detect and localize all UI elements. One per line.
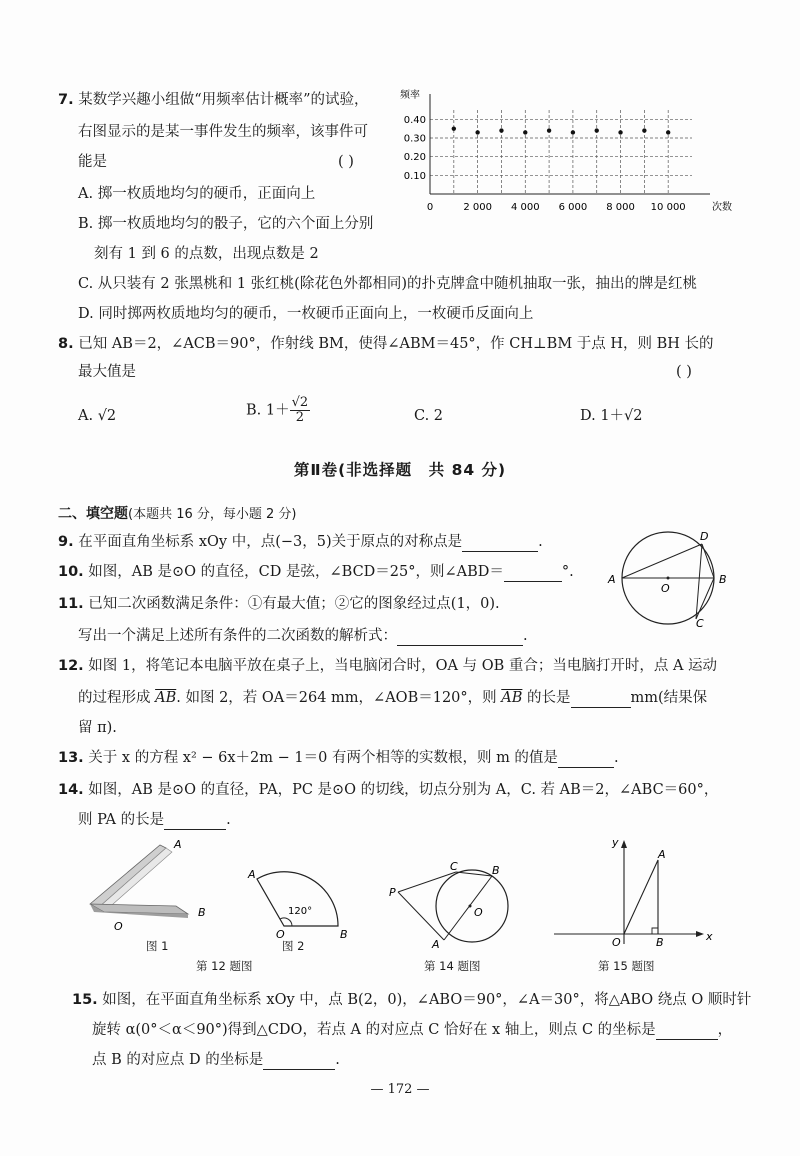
fig1-label-o: O xyxy=(114,920,123,933)
q7-line2: 右图显示的是某一事件发生的频率，该事件可 xyxy=(78,124,368,140)
q15-answer-blank-d[interactable] xyxy=(263,1053,335,1070)
q7-option-a: A. 掷一枚质地均匀的硬币，正面向上 xyxy=(78,186,316,202)
fig1-label-b: B xyxy=(198,906,206,919)
fig15-label-y: y xyxy=(612,836,619,849)
q12-figure-1-laptop xyxy=(80,836,220,936)
q15-line3: 点 B 的对应点 D 的坐标是 . xyxy=(92,1052,340,1068)
triangle-abo xyxy=(624,860,658,934)
q9: 9. 在平面直角坐标系 xOy 中，点(−3，5)关于原点的对称点是 . xyxy=(58,534,543,550)
q13: 13. 关于 x 的方程 x² − 6x＋2m − 1＝0 有两个相等的实数根，则 m 的值是 . xyxy=(58,750,619,766)
x-tick-label-3: 6 000 xyxy=(558,202,588,213)
q11-line2: 写出一个满足上述所有条件的二次函数的解析式： . xyxy=(78,628,528,644)
data-point-2 xyxy=(499,128,503,132)
q15-caption: 第 15 题图 xyxy=(598,959,655,973)
fig14-label-c: C xyxy=(450,860,458,873)
data-point-6 xyxy=(595,128,599,132)
q8-option-b: B. 1＋ $\frac{√2}{2}$ xyxy=(246,395,309,425)
data-point-5 xyxy=(571,130,575,134)
y-tick-label-2: 0.20 xyxy=(403,152,426,164)
data-point-7 xyxy=(618,130,622,134)
fig2-angle: 120° xyxy=(288,906,313,917)
fig14-label-o: O xyxy=(474,906,483,919)
y-axis-arrow xyxy=(621,840,627,848)
fig1-caption: 图 1 xyxy=(146,939,169,953)
fig2-label-o: O xyxy=(276,928,285,941)
x-axis-label: 次数 xyxy=(712,202,732,213)
q12-line3: 留 π). xyxy=(78,720,117,736)
q7-line1: 7. 某数学兴趣小组做“用频率估计概率”的试验， xyxy=(58,92,369,108)
fig1-label-a: A xyxy=(174,838,182,851)
q14-answer-blank[interactable] xyxy=(164,813,226,830)
chord-ad xyxy=(622,544,702,578)
data-point-0 xyxy=(452,126,456,130)
q15-line2: 旋转 α(0°＜α＜90°)得到△CDO，若点 A 的对应点 C 恰好在 x 轴上，则点 C 的坐标是 ， xyxy=(92,1022,733,1038)
data-point-8 xyxy=(642,128,646,132)
y-tick-label-3: 0.10 xyxy=(403,170,426,182)
q7-option-b-cont: 刻有 1 到 6 的点数，出现点数是 2 xyxy=(94,246,319,262)
data-point-4 xyxy=(547,128,551,132)
q7-answer-paren: ( ) xyxy=(338,154,354,170)
q14-caption: 第 14 题图 xyxy=(424,959,481,973)
y-tick-label-1: 0.30 xyxy=(403,133,426,145)
fig14-label-p: P xyxy=(389,886,396,899)
q14-line1: 14. 如图，AB 是⊙O 的直径，PA，PC 是⊙O 的切线，切点分别为 A，C. 若 AB＝2，∠ABC＝60°， xyxy=(58,782,719,798)
fig2-label-b: B xyxy=(340,928,348,941)
label-o: O xyxy=(661,582,670,595)
circle-o xyxy=(436,870,508,942)
q8-line1: 8. 已知 AB＝2，∠ACB＝90°，作射线 BM，使得∠ABM＝45°，作 CH⊥BM 于点 H，则 BH 长的 xyxy=(58,336,714,352)
label-d: D xyxy=(700,530,709,543)
q10-answer-blank[interactable] xyxy=(504,565,562,582)
fig14-label-a: A xyxy=(432,938,440,951)
x-tick-label-0: 0 xyxy=(426,202,434,213)
label-a: A xyxy=(608,573,616,586)
chord-bd xyxy=(702,544,714,578)
fig2-label-a: A xyxy=(248,868,256,881)
q8-option-c: C. 2 xyxy=(414,408,444,424)
q13-answer-blank[interactable] xyxy=(558,751,614,768)
sector-aob xyxy=(257,872,338,926)
q8-answer-paren: ( ) xyxy=(676,364,692,380)
y-axis-label: 频率 xyxy=(400,90,420,101)
q7-line3: 能是 xyxy=(78,154,107,170)
fig14-label-b: B xyxy=(492,864,500,877)
q8-option-b-fraction: $\frac{√2}{2}$ xyxy=(291,395,309,425)
center-o-dot xyxy=(667,577,670,580)
q7-option-b: B. 掷一枚质地均匀的骰子，它的六个面上分别 xyxy=(78,216,374,232)
fig15-label-b: B xyxy=(656,936,664,949)
y-tick-label-0: 0.40 xyxy=(403,114,426,126)
tangent-pc xyxy=(398,872,456,892)
q12-line2: 的过程形成 $\overline{AB}$. 如图 2，若 OA＝264 mm，∠AOB＝120°，则 $\overline{AB}$ 的长是 mm(结果保 xyxy=(78,690,708,706)
q11-answer-blank[interactable] xyxy=(397,629,523,646)
fig15-label-x: x xyxy=(706,930,713,943)
fig2-caption: 图 2 xyxy=(282,939,305,953)
fig15-label-o: O xyxy=(612,936,621,949)
x-tick-label-4: 8 000 xyxy=(606,202,635,213)
q15-coordinate-figure xyxy=(546,832,716,948)
fill-in-section-header: 二、填空题(本题共 16 分，每小题 2 分) xyxy=(58,506,297,522)
q7-option-c: C. 从只装有 2 张黑桃和 1 张红桃(除花色外都相同)的扑克牌盒中随机抽取一张，抽出的牌是红桃 xyxy=(78,276,697,292)
q12-caption: 第 12 题图 xyxy=(196,959,253,973)
laptop-screen xyxy=(90,845,166,908)
q15-answer-blank-c[interactable] xyxy=(656,1023,718,1040)
q8-line2: 最大值是 xyxy=(78,364,136,380)
q8-option-a: A. √2 xyxy=(78,408,117,424)
q7-option-d: D. 同时掷两枚质地均匀的硬币，一枚硬币正面向上，一枚硬币反面向上 xyxy=(78,306,534,322)
data-point-3 xyxy=(523,130,527,134)
x-tick-label-5: 10 000 xyxy=(650,202,686,213)
label-c: C xyxy=(696,617,704,630)
x-axis-arrow xyxy=(696,931,704,937)
q14-line2: 则 PA 的长是 . xyxy=(78,812,231,828)
data-point-9 xyxy=(666,130,670,134)
q12-answer-blank[interactable] xyxy=(571,691,631,708)
q11-line1: 11. 已知二次函数满足条件：①有最大值；②它的图象经过点(1，0). xyxy=(58,596,500,612)
q12-figure-2-sector xyxy=(240,856,370,940)
fig15-label-a: A xyxy=(658,848,666,861)
q10: 10. 如图，AB 是⊙O 的直径，CD 是弦，∠BCD＝25°，则∠ABD＝ °. xyxy=(58,564,574,580)
page-number: — 172 — xyxy=(370,1082,430,1097)
q8-option-d: D. 1＋√2 xyxy=(580,408,643,424)
q14-tangent-figure xyxy=(386,860,516,952)
data-point-1 xyxy=(475,130,479,134)
q10-circle-figure xyxy=(606,528,736,628)
diameter-ab xyxy=(444,876,492,940)
q15-line1: 15. 如图，在平面直角坐标系 xOy 中，点 B(2，0)，∠ABO＝90°，∠A＝30°，将△ABO 绕点 O 顺时针 xyxy=(72,992,752,1008)
x-tick-label-2: 4 000 xyxy=(510,202,540,213)
right-angle-mark xyxy=(652,928,658,934)
x-tick-label-1: 2 000 xyxy=(463,202,492,213)
laptop-screen-edge xyxy=(98,848,172,912)
q12-line1: 12. 如图 1，将笔记本电脑平放在桌子上，当电脑闭合时，OA 与 OB 重合；当电脑打开时，点 A 运动 xyxy=(58,658,718,674)
q9-answer-blank[interactable] xyxy=(462,535,538,552)
center-o-dot xyxy=(469,905,472,908)
section-title: 第Ⅱ卷(非选择题 共 84 分) xyxy=(293,461,507,479)
label-b: B xyxy=(719,573,727,586)
frequency-chart xyxy=(396,88,732,218)
